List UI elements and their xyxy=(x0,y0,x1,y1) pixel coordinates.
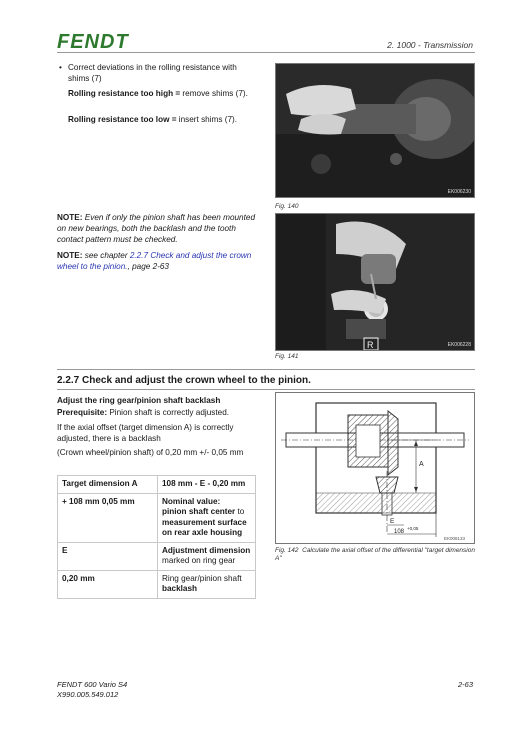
chapter-link[interactable]: 2.2.7 Check and adjust the crown wheel to the pinion. xyxy=(57,251,252,271)
too-high-label: Rolling resistance too high = xyxy=(68,89,181,98)
diagram-142-code: EK008133 xyxy=(444,536,466,541)
subsection-title: Adjust the ring gear/pinion shaft backlash xyxy=(57,396,221,405)
fig-142-text: Calculate the axial offset of the differential "target dimension A" xyxy=(275,547,475,562)
table-cell: 0,20 mm xyxy=(58,570,158,598)
too-high-text: remove shims (7). xyxy=(180,89,248,98)
table-row xyxy=(58,570,256,598)
bullet-item xyxy=(57,62,257,84)
section-title: 2.2.7 Check and adjust the crown wheel to the pinion. xyxy=(57,375,311,386)
diagram-142-drawing xyxy=(276,393,474,543)
table-row xyxy=(58,476,256,494)
photo-140-code: EK006230 xyxy=(447,189,471,195)
fig-142-label: Fig. 142 xyxy=(275,547,299,554)
photo-140-drawing xyxy=(276,64,475,198)
fig-141-label: Fig. 141 xyxy=(275,353,299,360)
too-low-line xyxy=(68,114,258,125)
footer-left xyxy=(57,680,127,700)
dim-tolerance-label: +0,05 xyxy=(407,526,419,531)
fig-141-marker: R xyxy=(367,340,374,350)
fig-140-label: Fig. 140 xyxy=(275,203,299,210)
table-cell: 108 mm - E - 0,20 mm xyxy=(158,476,256,494)
table-row xyxy=(58,493,256,542)
bullet-icon: • xyxy=(59,63,62,72)
dim-a-label: A xyxy=(419,461,424,468)
section-reference: 2. 1000 - Transmission xyxy=(387,40,473,50)
dim-108-label: 108 xyxy=(394,529,405,535)
note-2-text: see chapter xyxy=(82,251,130,260)
footer-page-number: 2-63 xyxy=(457,680,473,689)
photo-141-code: EK006228 xyxy=(447,342,471,348)
note-2-label: NOTE: xyxy=(57,251,83,260)
diagram-fig-142 xyxy=(275,392,475,544)
prerequisite-text: Pinion shaft is correctly adjusted. xyxy=(107,408,230,417)
table-row xyxy=(58,542,256,570)
note-2 xyxy=(57,250,257,272)
bullet-text: Correct deviations in the rolling resistance with shims (7) xyxy=(68,63,237,83)
table-cell: E xyxy=(58,542,158,570)
table-cell: + 108 mm 0,05 mm xyxy=(58,493,158,542)
fendt-logo xyxy=(57,31,153,51)
photo-fig-140 xyxy=(275,63,475,198)
table-cell: Nominal value: pinion shaft center to measurement surface on rear axle housing xyxy=(158,493,256,542)
footer-doc-number: X990.005.549.012 xyxy=(57,690,119,699)
table-cell: Adjustment dimension marked on ring gear xyxy=(158,542,256,570)
dim-e-label: E xyxy=(390,518,395,525)
photo-141-drawing xyxy=(276,214,475,351)
section-rule-bottom xyxy=(57,389,475,390)
note-1-label: NOTE: xyxy=(57,213,83,222)
too-low-text: insert shims (7). xyxy=(176,115,238,124)
table-cell: Ring gear/pinion shaft backlash xyxy=(158,570,256,598)
spec-table xyxy=(57,475,256,599)
photo-fig-141 xyxy=(275,213,475,351)
paragraph-1: If the axial offset (target dimension A) is correctly adjusted, there is a backlash xyxy=(57,423,234,443)
prerequisite-label: Prerequisite: xyxy=(57,408,108,417)
section-rule-top xyxy=(57,369,475,370)
note-1-text: Even if only the pinion shaft has been mounted on new bearings, both the backlash and the tooth contact pattern must be checked. xyxy=(57,213,255,244)
paragraph-2: (Crown wheel/pinion shaft) of 0,20 mm +/- 0,05 mm xyxy=(57,448,244,457)
too-low-label: Rolling resistance too low = xyxy=(68,115,177,124)
note-1 xyxy=(57,212,257,245)
table-cell: Target dimension A xyxy=(58,476,158,494)
fig-142-caption xyxy=(275,547,475,563)
prerequisite xyxy=(57,408,229,417)
note-2-page: , page 2-63 xyxy=(127,262,169,271)
footer-model: FENDT 600 Vario S4 xyxy=(57,680,128,689)
header-rule xyxy=(57,52,475,53)
logo-text: FENDT xyxy=(57,31,129,51)
too-high-line xyxy=(68,88,258,99)
